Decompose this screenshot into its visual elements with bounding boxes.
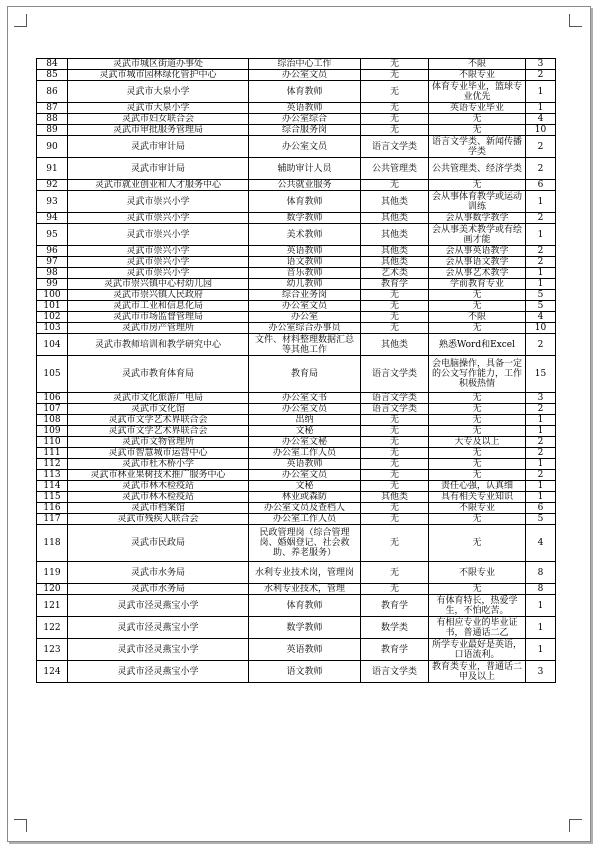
row-number-cell: 89 — [37, 125, 68, 136]
row-number-cell: 122 — [37, 617, 68, 639]
position-title-cell: 办公室文员及查档人 — [249, 503, 361, 514]
table-row — [37, 503, 556, 514]
requirements-cell: 教育类专业，普通话二甲及以上 — [429, 661, 526, 683]
table-row — [37, 213, 556, 224]
headcount-cell: 2 — [526, 334, 556, 356]
headcount-cell: 1 — [526, 481, 556, 492]
employer-name-cell: 灵武市审计局 — [68, 136, 249, 158]
requirements-cell: 无 — [429, 393, 526, 404]
table-row — [37, 136, 556, 158]
position-title-cell: 办公室文书 — [249, 393, 361, 404]
major-category-cell: 其他类 — [361, 224, 429, 246]
requirements-cell: 无 — [429, 323, 526, 334]
headcount-cell: 2 — [526, 158, 556, 180]
crop-mark-bottom-right — [569, 819, 582, 832]
headcount-cell: 1 — [526, 224, 556, 246]
table-row — [37, 180, 556, 191]
table-row — [37, 562, 556, 584]
row-number-cell: 104 — [37, 334, 68, 356]
requirements-cell: 无 — [429, 448, 526, 459]
requirements-cell: 会从事英语教学 — [429, 246, 526, 257]
position-title-cell: 公共就业服务 — [249, 180, 361, 191]
table-row — [37, 279, 556, 290]
headcount-cell: 1 — [526, 617, 556, 639]
crop-mark-top-left — [14, 14, 27, 27]
major-category-cell: 其他类 — [361, 191, 429, 213]
position-title-cell: 辅助审计人员 — [249, 158, 361, 180]
headcount-cell: 1 — [526, 103, 556, 114]
row-number-cell: 108 — [37, 415, 68, 426]
requirements-cell: 不限专业 — [429, 70, 526, 81]
position-title-cell: 办公室文员 — [249, 136, 361, 158]
requirements-cell: 具有相关专业知识 — [429, 492, 526, 503]
position-title-cell: 体育教师 — [249, 81, 361, 103]
major-category-cell: 无 — [361, 114, 429, 125]
requirements-cell: 熟悉Word和Excel — [429, 334, 526, 356]
major-category-cell: 无 — [361, 415, 429, 426]
major-category-cell: 无 — [361, 290, 429, 301]
position-title-cell: 办公室文员 — [249, 301, 361, 312]
headcount-cell: 1 — [526, 191, 556, 213]
requirements-cell: 责任心强，认真细 — [429, 481, 526, 492]
employer-name-cell: 灵武市城市园林绿化管护中心 — [68, 70, 249, 81]
table-row — [37, 103, 556, 114]
row-number-cell: 121 — [37, 595, 68, 617]
employer-name-cell: 灵武市档案馆 — [68, 503, 249, 514]
row-number-cell: 95 — [37, 224, 68, 246]
requirements-cell: 无 — [429, 290, 526, 301]
requirements-cell: 有体育特长，热爱学生，不怕吃苦。 — [429, 595, 526, 617]
row-number-cell: 124 — [37, 661, 68, 683]
position-title-cell: 英语教师 — [249, 246, 361, 257]
row-number-cell: 113 — [37, 470, 68, 481]
row-number-cell: 112 — [37, 459, 68, 470]
headcount-cell: 8 — [526, 584, 556, 595]
headcount-cell: 2 — [526, 246, 556, 257]
requirements-cell: 学前教育专业 — [429, 279, 526, 290]
employer-name-cell: 灵武市文化旅游广电局 — [68, 393, 249, 404]
table-row — [37, 81, 556, 103]
position-title-cell: 体育教师 — [249, 595, 361, 617]
requirements-cell: 会从事美术教学或有绘画才能 — [429, 224, 526, 246]
major-category-cell: 无 — [361, 514, 429, 525]
employer-name-cell: 灵武市崇兴小学 — [68, 213, 249, 224]
position-title-cell: 办公室综合办事员 — [249, 323, 361, 334]
row-number-cell: 103 — [37, 323, 68, 334]
row-number-cell: 110 — [37, 437, 68, 448]
row-number-cell: 101 — [37, 301, 68, 312]
major-category-cell: 无 — [361, 470, 429, 481]
requirements-cell: 有相应专业的毕业证书，普通话二乙 — [429, 617, 526, 639]
employer-name-cell: 灵武市崇兴镇中心村幼儿园 — [68, 279, 249, 290]
table-row — [37, 257, 556, 268]
employer-name-cell: 灵武市审计局 — [68, 158, 249, 180]
employer-name-cell: 灵武市水务局 — [68, 584, 249, 595]
employer-name-cell: 灵武市林木检疫站 — [68, 481, 249, 492]
employer-name-cell: 灵武市林木检疫站 — [68, 492, 249, 503]
table-body — [37, 59, 556, 683]
position-title-cell: 美术教师 — [249, 224, 361, 246]
position-title-cell: 教育局 — [249, 356, 361, 393]
headcount-cell: 10 — [526, 323, 556, 334]
row-number-cell: 111 — [37, 448, 68, 459]
row-number-cell: 115 — [37, 492, 68, 503]
major-category-cell: 其他类 — [361, 213, 429, 224]
major-category-cell: 无 — [361, 459, 429, 470]
headcount-cell: 8 — [526, 562, 556, 584]
major-category-cell: 无 — [361, 503, 429, 514]
employer-name-cell: 灵武市泾灵燕宝小学 — [68, 595, 249, 617]
employer-name-cell: 灵武市工业和信息化局 — [68, 301, 249, 312]
headcount-cell: 3 — [526, 661, 556, 683]
table-row — [37, 59, 556, 70]
major-category-cell: 其他类 — [361, 492, 429, 503]
row-number-cell: 94 — [37, 213, 68, 224]
major-category-cell: 语言文学类 — [361, 404, 429, 415]
headcount-cell: 4 — [526, 114, 556, 125]
requirements-cell: 无 — [429, 525, 526, 562]
employer-name-cell: 灵武市大泉小学 — [68, 81, 249, 103]
headcount-cell: 1 — [526, 415, 556, 426]
position-title-cell: 数学教师 — [249, 617, 361, 639]
headcount-cell: 4 — [526, 525, 556, 562]
major-category-cell: 无 — [361, 448, 429, 459]
major-category-cell: 语言文学类 — [361, 661, 429, 683]
recruitment-table — [36, 58, 556, 683]
requirements-cell: 会电脑操作，具备一定的公文写作能力，工作积极热情 — [429, 356, 526, 393]
row-number-cell: 106 — [37, 393, 68, 404]
requirements-cell: 会从事艺术教学 — [429, 268, 526, 279]
table-row — [37, 246, 556, 257]
headcount-cell: 5 — [526, 290, 556, 301]
row-number-cell: 88 — [37, 114, 68, 125]
major-category-cell: 无 — [361, 81, 429, 103]
employer-name-cell: 灵武市崇兴小学 — [68, 224, 249, 246]
employer-name-cell: 灵武市民政局 — [68, 525, 249, 562]
position-title-cell: 英语教师 — [249, 459, 361, 470]
table-row — [37, 470, 556, 481]
position-title-cell: 英语教师 — [249, 103, 361, 114]
requirements-cell: 无 — [429, 584, 526, 595]
headcount-cell: 2 — [526, 404, 556, 415]
crop-mark-bottom-left — [14, 819, 27, 832]
requirements-cell: 会从事语文教学 — [429, 257, 526, 268]
position-title-cell: 出纳 — [249, 415, 361, 426]
table-row — [37, 404, 556, 415]
row-number-cell: 123 — [37, 639, 68, 661]
employer-name-cell: 灵武市崇兴镇人民政府 — [68, 290, 249, 301]
position-title-cell: 文秘 — [249, 426, 361, 437]
table-row — [37, 268, 556, 279]
headcount-cell: 2 — [526, 213, 556, 224]
requirements-cell: 无 — [429, 180, 526, 191]
headcount-cell: 2 — [526, 448, 556, 459]
position-title-cell: 文秘 — [249, 481, 361, 492]
requirements-cell: 无 — [429, 114, 526, 125]
headcount-cell: 6 — [526, 503, 556, 514]
requirements-cell: 不限 — [429, 312, 526, 323]
employer-name-cell: 灵武市杜木桥小学 — [68, 459, 249, 470]
headcount-cell: 6 — [526, 180, 556, 191]
row-number-cell: 118 — [37, 525, 68, 562]
position-title-cell: 英语教师 — [249, 639, 361, 661]
position-title-cell: 文件、材料整理数据汇总等其他工作 — [249, 334, 361, 356]
headcount-cell: 1 — [526, 459, 556, 470]
major-category-cell: 无 — [361, 525, 429, 562]
employer-name-cell: 灵武市残疾人联合会 — [68, 514, 249, 525]
employer-name-cell: 灵武市文学艺术界联合会 — [68, 426, 249, 437]
table-row — [37, 492, 556, 503]
table-row — [37, 158, 556, 180]
headcount-cell: 2 — [526, 136, 556, 158]
table-row — [37, 595, 556, 617]
requirements-cell: 大专及以上 — [429, 437, 526, 448]
row-number-cell: 117 — [37, 514, 68, 525]
position-title-cell: 水利专业技术岗，管理岗 — [249, 562, 361, 584]
table-row — [37, 393, 556, 404]
position-title-cell: 林业或森防 — [249, 492, 361, 503]
requirements-cell: 无 — [429, 125, 526, 136]
headcount-cell: 4 — [526, 312, 556, 323]
table-row — [37, 437, 556, 448]
employer-name-cell: 灵武市大泉小学 — [68, 103, 249, 114]
table-row — [37, 415, 556, 426]
row-number-cell: 97 — [37, 257, 68, 268]
table-row — [37, 584, 556, 595]
row-number-cell: 119 — [37, 562, 68, 584]
table-row — [37, 639, 556, 661]
position-title-cell: 办公室工作人员 — [249, 448, 361, 459]
requirements-cell: 不限专业 — [429, 503, 526, 514]
employer-name-cell: 灵武市房产管理所 — [68, 323, 249, 334]
table-row — [37, 459, 556, 470]
row-number-cell: 93 — [37, 191, 68, 213]
table-row — [37, 334, 556, 356]
table-row — [37, 224, 556, 246]
headcount-cell: 1 — [526, 595, 556, 617]
headcount-cell: 10 — [526, 125, 556, 136]
headcount-cell: 2 — [526, 70, 556, 81]
headcount-cell: 5 — [526, 301, 556, 312]
employer-name-cell: 灵武市审批服务管理局 — [68, 125, 249, 136]
employer-name-cell: 灵武市泾灵燕宝小学 — [68, 639, 249, 661]
requirements-cell: 英语专业毕业 — [429, 103, 526, 114]
requirements-cell: 无 — [429, 404, 526, 415]
table-row — [37, 114, 556, 125]
table-row — [37, 125, 556, 136]
major-category-cell: 教育学 — [361, 279, 429, 290]
major-category-cell: 其他类 — [361, 246, 429, 257]
table-row — [37, 525, 556, 562]
major-category-cell: 无 — [361, 437, 429, 448]
requirements-cell: 无 — [429, 459, 526, 470]
row-number-cell: 114 — [37, 481, 68, 492]
major-category-cell: 其他类 — [361, 257, 429, 268]
major-category-cell: 语言文学类 — [361, 393, 429, 404]
requirements-cell: 无 — [429, 426, 526, 437]
requirements-cell: 不限 — [429, 59, 526, 70]
row-number-cell: 109 — [37, 426, 68, 437]
position-title-cell: 数学教师 — [249, 213, 361, 224]
employer-name-cell: 灵武市泾灵燕宝小学 — [68, 617, 249, 639]
requirements-cell: 无 — [429, 470, 526, 481]
table-row — [37, 481, 556, 492]
requirements-cell: 公共管理类、经济学类 — [429, 158, 526, 180]
employer-name-cell: 灵武市水务局 — [68, 562, 249, 584]
crop-mark-top-right — [569, 14, 582, 27]
table-row — [37, 514, 556, 525]
employer-name-cell: 灵武市崇兴小学 — [68, 257, 249, 268]
employer-name-cell: 灵武市文学艺术界联合会 — [68, 415, 249, 426]
employer-name-cell: 灵武市崇兴小学 — [68, 191, 249, 213]
employer-name-cell: 灵武市市场监督管理局 — [68, 312, 249, 323]
row-number-cell: 120 — [37, 584, 68, 595]
employer-name-cell: 灵武市就业创业和人才服务中心 — [68, 180, 249, 191]
major-category-cell: 无 — [361, 426, 429, 437]
employer-name-cell: 灵武市泾灵燕宝小学 — [68, 661, 249, 683]
headcount-cell: 2 — [526, 257, 556, 268]
row-number-cell: 116 — [37, 503, 68, 514]
major-category-cell: 无 — [361, 481, 429, 492]
table-row — [37, 448, 556, 459]
employer-name-cell: 灵武市城区街道办事处 — [68, 59, 249, 70]
major-category-cell: 数学类 — [361, 617, 429, 639]
row-number-cell: 85 — [37, 70, 68, 81]
major-category-cell: 语言文学类 — [361, 136, 429, 158]
position-title-cell: 综合服务岗 — [249, 125, 361, 136]
headcount-cell: 3 — [526, 393, 556, 404]
position-title-cell: 综合业务岗 — [249, 290, 361, 301]
table-row — [37, 426, 556, 437]
headcount-cell: 15 — [526, 356, 556, 393]
employer-name-cell: 灵武市教育体育局 — [68, 356, 249, 393]
row-number-cell: 102 — [37, 312, 68, 323]
table-row — [37, 617, 556, 639]
requirements-cell: 会从事体育教学或运动训练 — [429, 191, 526, 213]
position-title-cell: 办公室文秘 — [249, 437, 361, 448]
major-category-cell: 语言文学类 — [361, 356, 429, 393]
headcount-cell: 2 — [526, 470, 556, 481]
position-title-cell: 音乐教师 — [249, 268, 361, 279]
row-number-cell: 92 — [37, 180, 68, 191]
requirements-cell: 会从事数学教学 — [429, 213, 526, 224]
position-title-cell: 水利专业技术，管理 — [249, 584, 361, 595]
employer-name-cell: 灵武市文化馆 — [68, 404, 249, 415]
table-row — [37, 661, 556, 683]
requirements-cell: 不限专业 — [429, 562, 526, 584]
row-number-cell: 91 — [37, 158, 68, 180]
employer-name-cell: 灵武市教师培训和教学研究中心 — [68, 334, 249, 356]
row-number-cell: 100 — [37, 290, 68, 301]
position-title-cell: 办公室文员 — [249, 70, 361, 81]
table-row — [37, 290, 556, 301]
headcount-cell: 1 — [526, 279, 556, 290]
position-title-cell: 办公室 — [249, 312, 361, 323]
row-number-cell: 87 — [37, 103, 68, 114]
headcount-cell: 1 — [526, 426, 556, 437]
position-title-cell: 语文教师 — [249, 257, 361, 268]
headcount-cell: 5 — [526, 514, 556, 525]
table-row — [37, 323, 556, 334]
row-number-cell: 86 — [37, 81, 68, 103]
position-title-cell: 幼儿教师 — [249, 279, 361, 290]
position-title-cell: 办公室工作人员 — [249, 514, 361, 525]
major-category-cell: 无 — [361, 312, 429, 323]
headcount-cell: 2 — [526, 437, 556, 448]
position-title-cell: 综治中心工作 — [249, 59, 361, 70]
employer-name-cell: 灵武市林业果树技术推广服务中心 — [68, 470, 249, 481]
position-title-cell: 民政管理岗（综合管理岗、婚姻登记、社会救助、养老服务） — [249, 525, 361, 562]
requirements-cell: 语言文学类、新闻传播学类 — [429, 136, 526, 158]
major-category-cell: 无 — [361, 59, 429, 70]
row-number-cell: 90 — [37, 136, 68, 158]
table-row — [37, 356, 556, 393]
major-category-cell: 公共管理类 — [361, 158, 429, 180]
table-row — [37, 301, 556, 312]
requirements-cell: 所学专业最好是英语，口语流利。 — [429, 639, 526, 661]
headcount-cell: 1 — [526, 268, 556, 279]
major-category-cell: 教育学 — [361, 639, 429, 661]
major-category-cell: 无 — [361, 70, 429, 81]
employer-name-cell: 灵武市崇兴小学 — [68, 268, 249, 279]
major-category-cell: 无 — [361, 323, 429, 334]
requirements-cell: 无 — [429, 301, 526, 312]
requirements-cell: 无 — [429, 514, 526, 525]
position-title-cell: 办公室综合 — [249, 114, 361, 125]
requirements-cell: 无 — [429, 415, 526, 426]
employer-name-cell: 灵武市妇女联合会 — [68, 114, 249, 125]
headcount-cell: 3 — [526, 59, 556, 70]
headcount-cell: 1 — [526, 492, 556, 503]
row-number-cell: 99 — [37, 279, 68, 290]
row-number-cell: 105 — [37, 356, 68, 393]
position-title-cell: 体育教师 — [249, 191, 361, 213]
row-number-cell: 107 — [37, 404, 68, 415]
headcount-cell: 1 — [526, 81, 556, 103]
row-number-cell: 98 — [37, 268, 68, 279]
position-title-cell: 办公室文员 — [249, 404, 361, 415]
headcount-cell: 1 — [526, 639, 556, 661]
major-category-cell: 无 — [361, 562, 429, 584]
position-title-cell: 办公室文员 — [249, 470, 361, 481]
major-category-cell: 其他类 — [361, 334, 429, 356]
position-title-cell: 语文教师 — [249, 661, 361, 683]
major-category-cell: 无 — [361, 125, 429, 136]
employer-name-cell: 灵武市智慧城市运营中心 — [68, 448, 249, 459]
major-category-cell: 艺术类 — [361, 268, 429, 279]
table-row — [37, 312, 556, 323]
major-category-cell: 无 — [361, 584, 429, 595]
row-number-cell: 96 — [37, 246, 68, 257]
table-row — [37, 70, 556, 81]
major-category-cell: 无 — [361, 103, 429, 114]
table-row — [37, 191, 556, 213]
employer-name-cell: 灵武市文物管理所 — [68, 437, 249, 448]
row-number-cell: 84 — [37, 59, 68, 70]
requirements-cell: 体育专业毕业，篮球专业优先 — [429, 81, 526, 103]
major-category-cell: 教育学 — [361, 595, 429, 617]
employer-name-cell: 灵武市崇兴小学 — [68, 246, 249, 257]
major-category-cell: 无 — [361, 180, 429, 191]
major-category-cell: 无 — [361, 301, 429, 312]
